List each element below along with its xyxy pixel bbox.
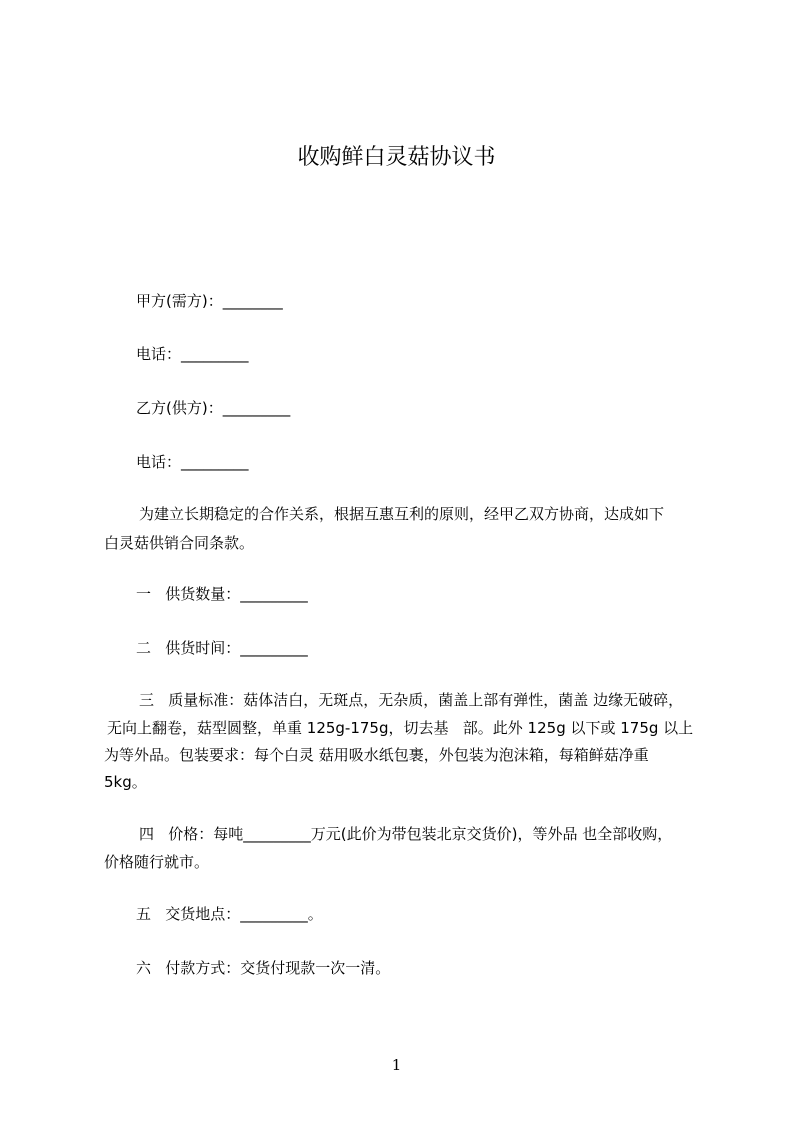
clause-price-line: 价格随行就市。 [104, 853, 210, 871]
preamble-line: 白灵菇供销合同条款。 [104, 534, 255, 552]
clause-quality-line: 无向上翻卷，菇型圆整，单重 125g-175g，切去基 部。此外 125g 以下或 175g 以上 [107, 719, 694, 737]
clause-quality-line: 为等外品。包装要求：每个白灵 菇用吸水纸包裹，外包装为泡沫箱，每箱鲜菇净重 [104, 746, 649, 764]
document-title: 收购鲜白灵菇协议书 [297, 145, 496, 170]
clause-supply-quantity: 一 供货数量：_________ [136, 585, 308, 603]
preamble-line: 为建立长期稳定的合作关系，根据互惠互利的原则，经甲乙双方协商，达成如下 [139, 505, 665, 523]
party-b-line: 乙方(供方)：_________ [136, 399, 291, 417]
clause-quality-line: 5kg。 [104, 773, 147, 791]
party-a-phone-line: 电话：_________ [136, 345, 249, 363]
clause-quality-line: 三 质量标准：菇体洁白，无斑点，无杂质，菌盖上部有弹性，菌盖 边缘无破碎， [139, 691, 684, 709]
clause-payment-method: 六 付款方式：交货付现款一次一清。 [136, 959, 391, 977]
clause-price-line: 四 价格：每吨_________万元(此价为带包装北京交货价)，等外品 也全部收购， [139, 825, 673, 843]
clause-supply-time: 二 供货时间：_________ [136, 639, 308, 657]
party-a-line: 甲方(需方)：________ [136, 292, 283, 310]
page-number: 1 [391, 1056, 402, 1074]
party-b-phone-line: 电话：_________ [136, 453, 249, 471]
clause-delivery-place: 五 交货地点：_________。 [136, 905, 323, 923]
